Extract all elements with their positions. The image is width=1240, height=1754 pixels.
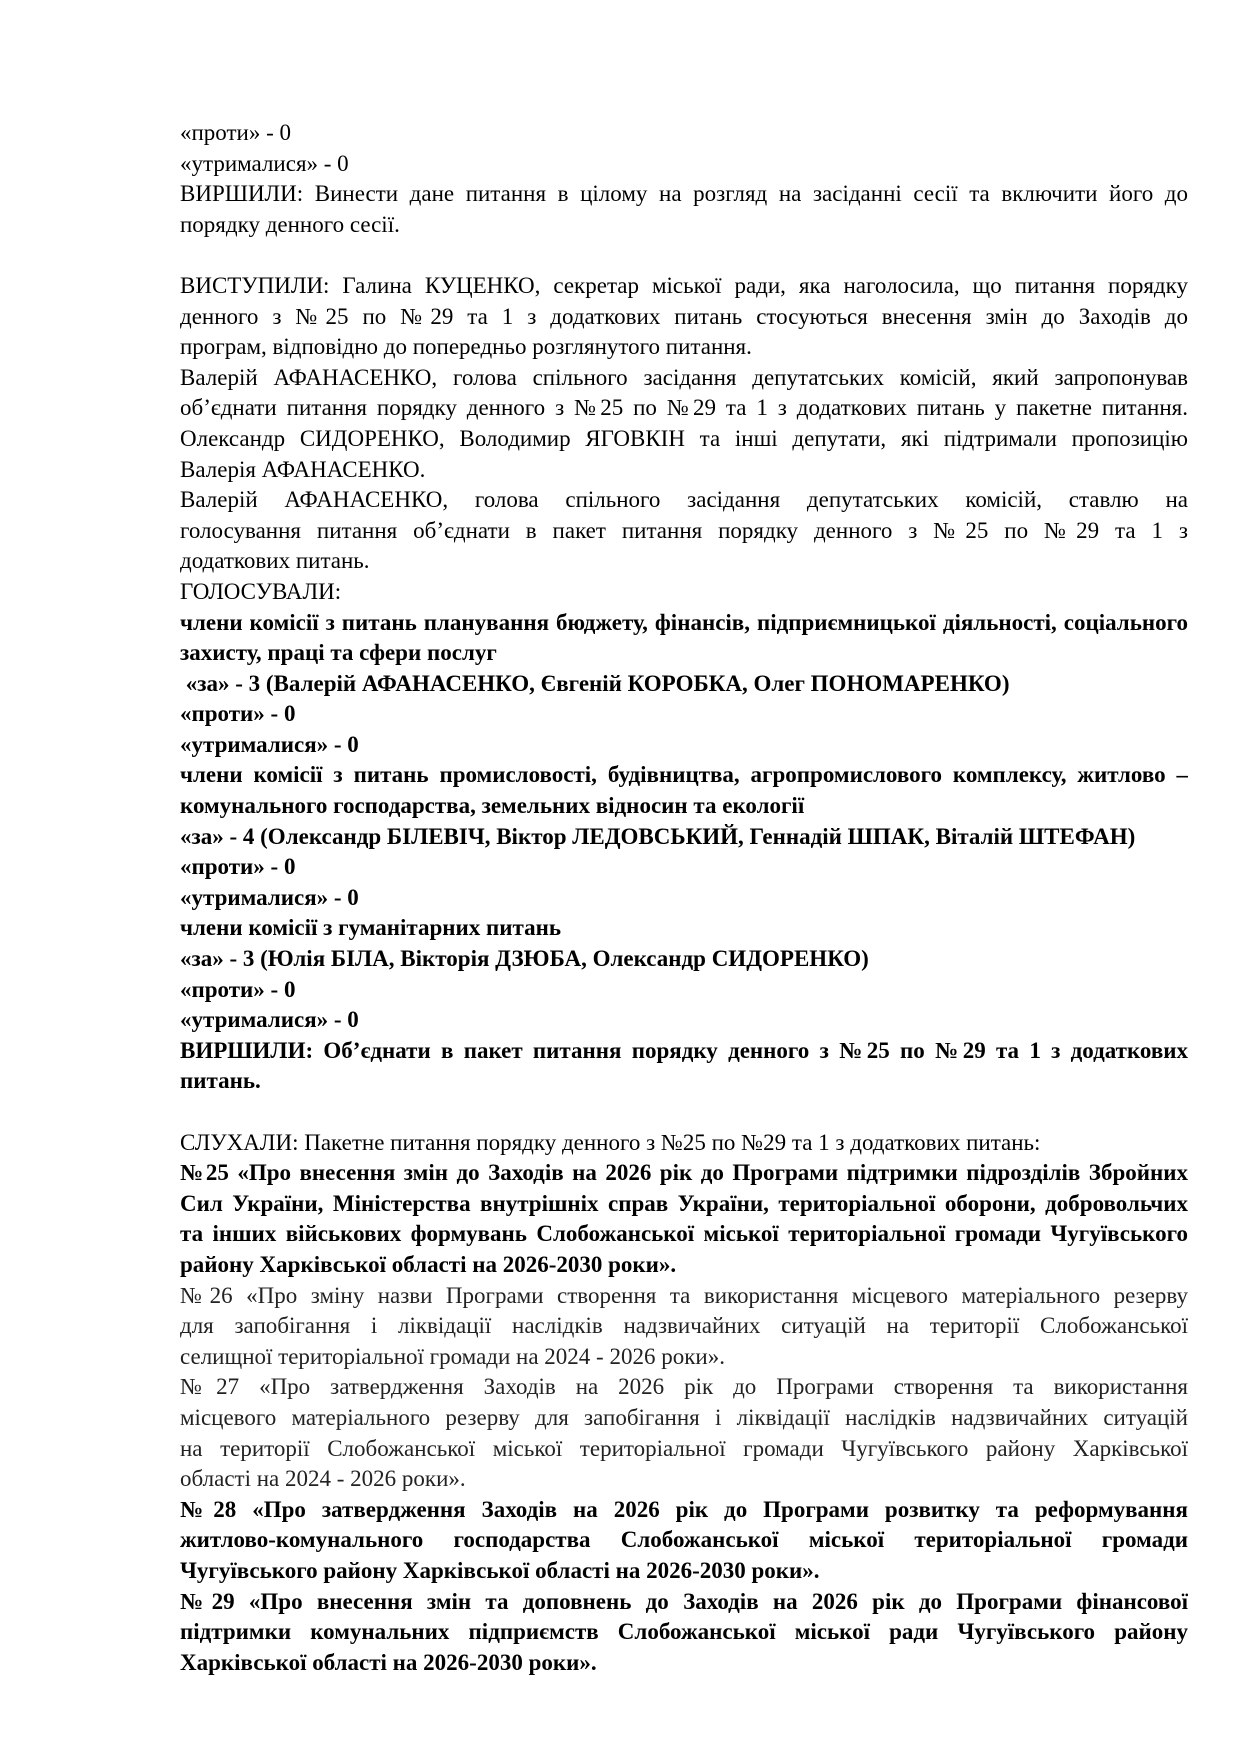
decision-line: питань. <box>180 1068 261 1094</box>
heard-line: СЛУХАЛИ: Пакетне питання порядку денного з №25 по №29 та 1 з додаткових питань: <box>180 1129 1041 1155</box>
text-line: Валерія АФАНАСЕНКО. <box>180 456 426 482</box>
text-line: Валерій АФАНАСЕНКО, голова спільного засідання депутатських комісій, ставлю на <box>180 487 1188 513</box>
agenda-item-25: №25 «Про внесення змін до Заходів на 2026 рік до Програми підтримки підрозділів Збройних <box>180 1160 1188 1186</box>
text-line: додаткових питань. <box>180 548 370 574</box>
vote-for: «за» - 3 (Юлія БІЛА, Вікторія ДЗЮБА, Олександр СИДОРЕНКО) <box>180 946 869 972</box>
text-line: ВИРШИЛИ: Винести дане питання в цілому на розгляд на засіданні сесії та включити його до <box>180 181 1188 207</box>
text-line: денного з №25 по №29 та 1 з додаткових питань стосуються внесення змін до Заходів до <box>180 303 1188 329</box>
decision-line: ВИРШИЛИ: Об’єднати в пакет питання порядку денного з №25 по №29 та 1 з додаткових <box>180 1037 1188 1063</box>
committee-line: члени комісії з гуманітарних питань <box>180 915 562 941</box>
text-line: об’єднати питання порядку денного з №25 по №29 та 1 з додаткових питань у пакетне питання. <box>180 395 1188 421</box>
agenda-item-25: та інших військових формувань Слобожанської міської територіальної громади Чугуївського <box>180 1221 1188 1247</box>
voting-heading: ГОЛОСУВАЛИ: <box>180 578 342 604</box>
agenda-item-26: селищної територіальної громади на 2024 - 2026 роки». <box>180 1343 725 1369</box>
vote-for: «за» - 3 (Валерій АФАНАСЕНКО, Євгеній КОРОБКА, Олег ПОНОМАРЕНКО) <box>180 670 1010 696</box>
committee-line: члени комісії з питань промисловості, будівництва, агропромислового комплексу, житлово – <box>180 762 1188 788</box>
document-page <box>180 118 1188 1678</box>
agenda-item-29: №29 «Про внесення змін та доповнень до Заходів на 2026 рік до Програми фінансової <box>180 1588 1188 1614</box>
text-line: «утрималися» - 0 <box>180 150 349 176</box>
agenda-item-27: на території Слобожанської міської територіальної громади Чугуївського району Харківської <box>180 1435 1188 1461</box>
text-line: «проти» - 0 <box>180 120 292 145</box>
vote-abstain: «утрималися» - 0 <box>180 731 359 757</box>
text-line: Олександр СИДОРЕНКО, Володимир ЯГОВКІН та інші депутати, які підтримали пропозицію <box>180 425 1188 451</box>
vote-abstain: «утрималися» - 0 <box>180 1007 359 1033</box>
text-line: програм, відповідно до попередньо розглянутого питання. <box>180 334 752 360</box>
agenda-item-29: Харківської області на 2026-2030 роки». <box>180 1649 597 1675</box>
vote-abstain: «утрималися» - 0 <box>180 884 359 910</box>
agenda-item-28: житлово-комунального господарства Слобожанської міської територіальної громади <box>180 1527 1188 1553</box>
blank-line <box>180 240 1188 271</box>
agenda-item-29: підтримки комунальних підприємств Слобожанської міської ради Чугуївського району <box>180 1619 1188 1645</box>
vote-for: «за» - 4 (Олександр БІЛЕВІЧ, Віктор ЛЕДОВСЬКИЙ, Геннадій ШПАК, Віталій ШТЕФАН) <box>180 823 1136 849</box>
vote-against: «проти» - 0 <box>180 854 296 880</box>
text-line: ВИСТУПИЛИ: Галина КУЦЕНКО, секретар міської ради, яка наголосила, що питання порядку <box>180 272 1188 298</box>
agenda-item-27: області на 2024 - 2026 роки». <box>180 1466 466 1492</box>
agenda-item-27: №27 «Про затвердження Заходів на 2026 рік до Програми створення та використання <box>180 1374 1188 1400</box>
committee-line: захисту, праці та сфери послуг <box>180 640 497 666</box>
agenda-item-26: №26 «Про зміну назви Програми створення та використання місцевого матеріального резерву <box>180 1282 1188 1308</box>
agenda-item-25: району Харківської області на 2026-2030 роки». <box>180 1251 677 1277</box>
text-line: голосування питання об’єднати в пакет питання порядку денного з №25 по №29 та 1 з <box>180 517 1188 543</box>
agenda-item-28: Чугуївського району Харківської області на 2026-2030 роки». <box>180 1557 820 1583</box>
agenda-item-25: Сил України, Міністерства внутрішніх справ України, територіальної оборони, добровольчих <box>180 1190 1188 1216</box>
agenda-item-26: для запобігання і ліквідації наслідків надзвичайних ситуацій на території Слобожанської <box>180 1313 1188 1339</box>
text-line: порядку денного сесії. <box>180 211 400 237</box>
blank-line <box>180 1097 1188 1128</box>
agenda-item-28: №28 «Про затвердження Заходів на 2026 рік до Програми розвитку та реформування <box>180 1496 1188 1522</box>
vote-against: «проти» - 0 <box>180 976 296 1002</box>
committee-line: комунального господарства, земельних відносин та екології <box>180 793 805 819</box>
committee-line: члени комісії з питань планування бюджету, фінансів, підприємницької діяльності, соціального <box>180 609 1188 635</box>
vote-against: «проти» - 0 <box>180 701 296 727</box>
text-line: Валерій АФАНАСЕНКО, голова спільного засідання депутатських комісій, який запропонував <box>180 364 1188 390</box>
agenda-item-27: місцевого матеріального резерву для запобігання і ліквідації наслідків надзвичайних ситуацій <box>180 1404 1188 1430</box>
